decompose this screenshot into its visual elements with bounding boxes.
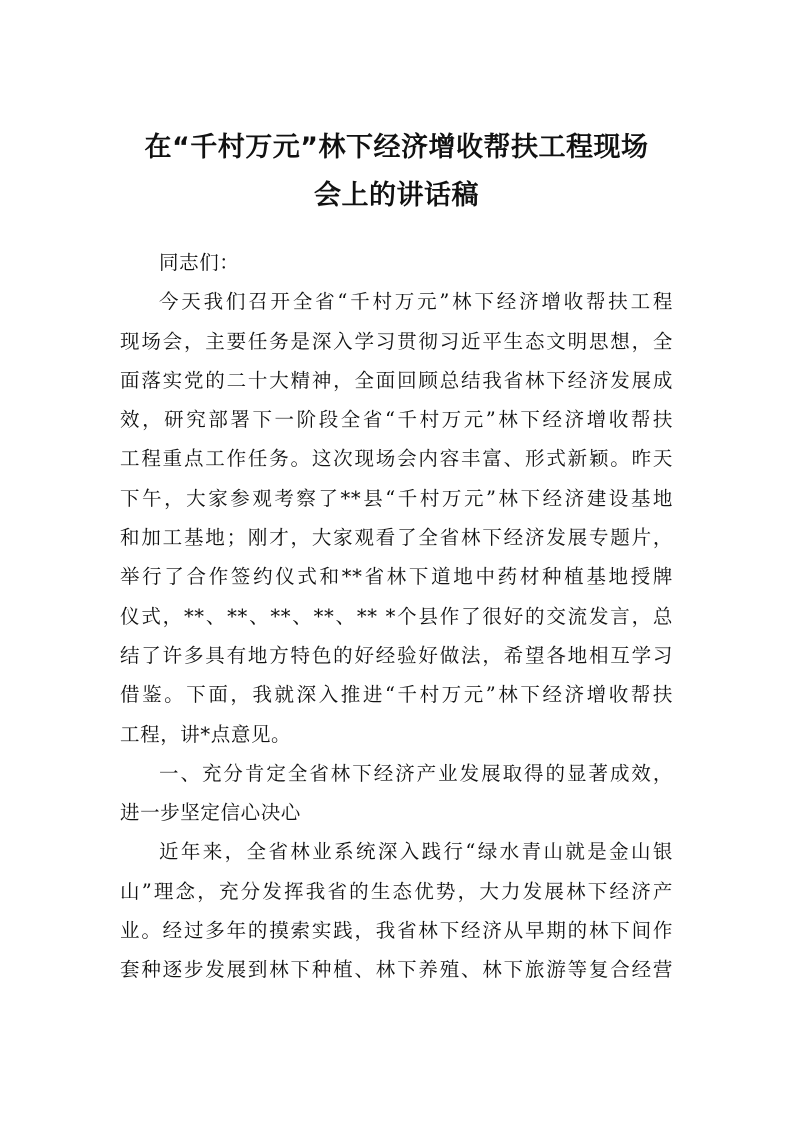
paragraph-line: 仪式，**、**、**、**、** *个县作了很好的交流发言，总 bbox=[120, 604, 673, 628]
paragraph-line: 效，研究部署下一阶段全省“千村万元”林下经济增收帮扶 bbox=[120, 408, 673, 432]
salutation: 同志们： bbox=[159, 251, 240, 274]
title-line-2: 会上的讲话稿 bbox=[314, 180, 479, 211]
heading-line: 一、充分肯定全省林下经济产业发展取得的显著成效， bbox=[159, 761, 673, 785]
paragraph-line: 现场会，主要任务是深入学习贯彻习近平生态文明思想，全 bbox=[120, 329, 673, 353]
section-heading-1 bbox=[120, 754, 673, 833]
paragraph-line: 借鉴。下面，我就深入推进“千村万元”林下经济增收帮扶 bbox=[120, 683, 673, 707]
document-title bbox=[120, 124, 673, 220]
paragraph-line: 山”理念，充分发挥我省的生态优势，大力发展林下经济产 bbox=[120, 879, 673, 903]
title-line-1: 在“千村万元”林下经济增收帮扶工程现场 bbox=[144, 132, 649, 163]
paragraph-line: 举行了合作签约仪式和**省林下道地中药材种植基地授牌 bbox=[120, 565, 673, 589]
paragraph-opening bbox=[120, 282, 673, 754]
document-body bbox=[120, 243, 673, 990]
paragraph-line: 工程重点工作任务。这次现场会内容丰富、形式新颖。昨天 bbox=[120, 447, 673, 471]
paragraph-section-1 bbox=[120, 832, 673, 989]
paragraph-line: 套种逐步发展到林下种植、林下养殖、林下旅游等复合经营 bbox=[120, 958, 673, 982]
paragraph-line: 结了许多具有地方特色的好经验好做法，希望各地相互学习 bbox=[120, 643, 673, 667]
paragraph-line: 下午，大家参观考察了**县“千村万元”林下经济建设基地 bbox=[120, 486, 673, 510]
paragraph-line: 和加工基地；刚才，大家观看了全省林下经济发展专题片， bbox=[120, 526, 673, 550]
paragraph-line: 工程，讲*点意见。 bbox=[120, 722, 292, 746]
paragraph-line: 近年来，全省林业系统深入践行“绿水青山就是金山银 bbox=[159, 840, 673, 864]
paragraph-line: 面落实党的二十大精神，全面回顾总结我省林下经济发展成 bbox=[120, 368, 673, 392]
heading-line: 进一步坚定信心决心 bbox=[120, 801, 301, 825]
paragraph-line: 今天我们召开全省“千村万元”林下经济增收帮扶工程 bbox=[159, 290, 673, 314]
paragraph-line: 业。经过多年的摸索实践，我省林下经济从早期的林下间作 bbox=[120, 919, 673, 943]
